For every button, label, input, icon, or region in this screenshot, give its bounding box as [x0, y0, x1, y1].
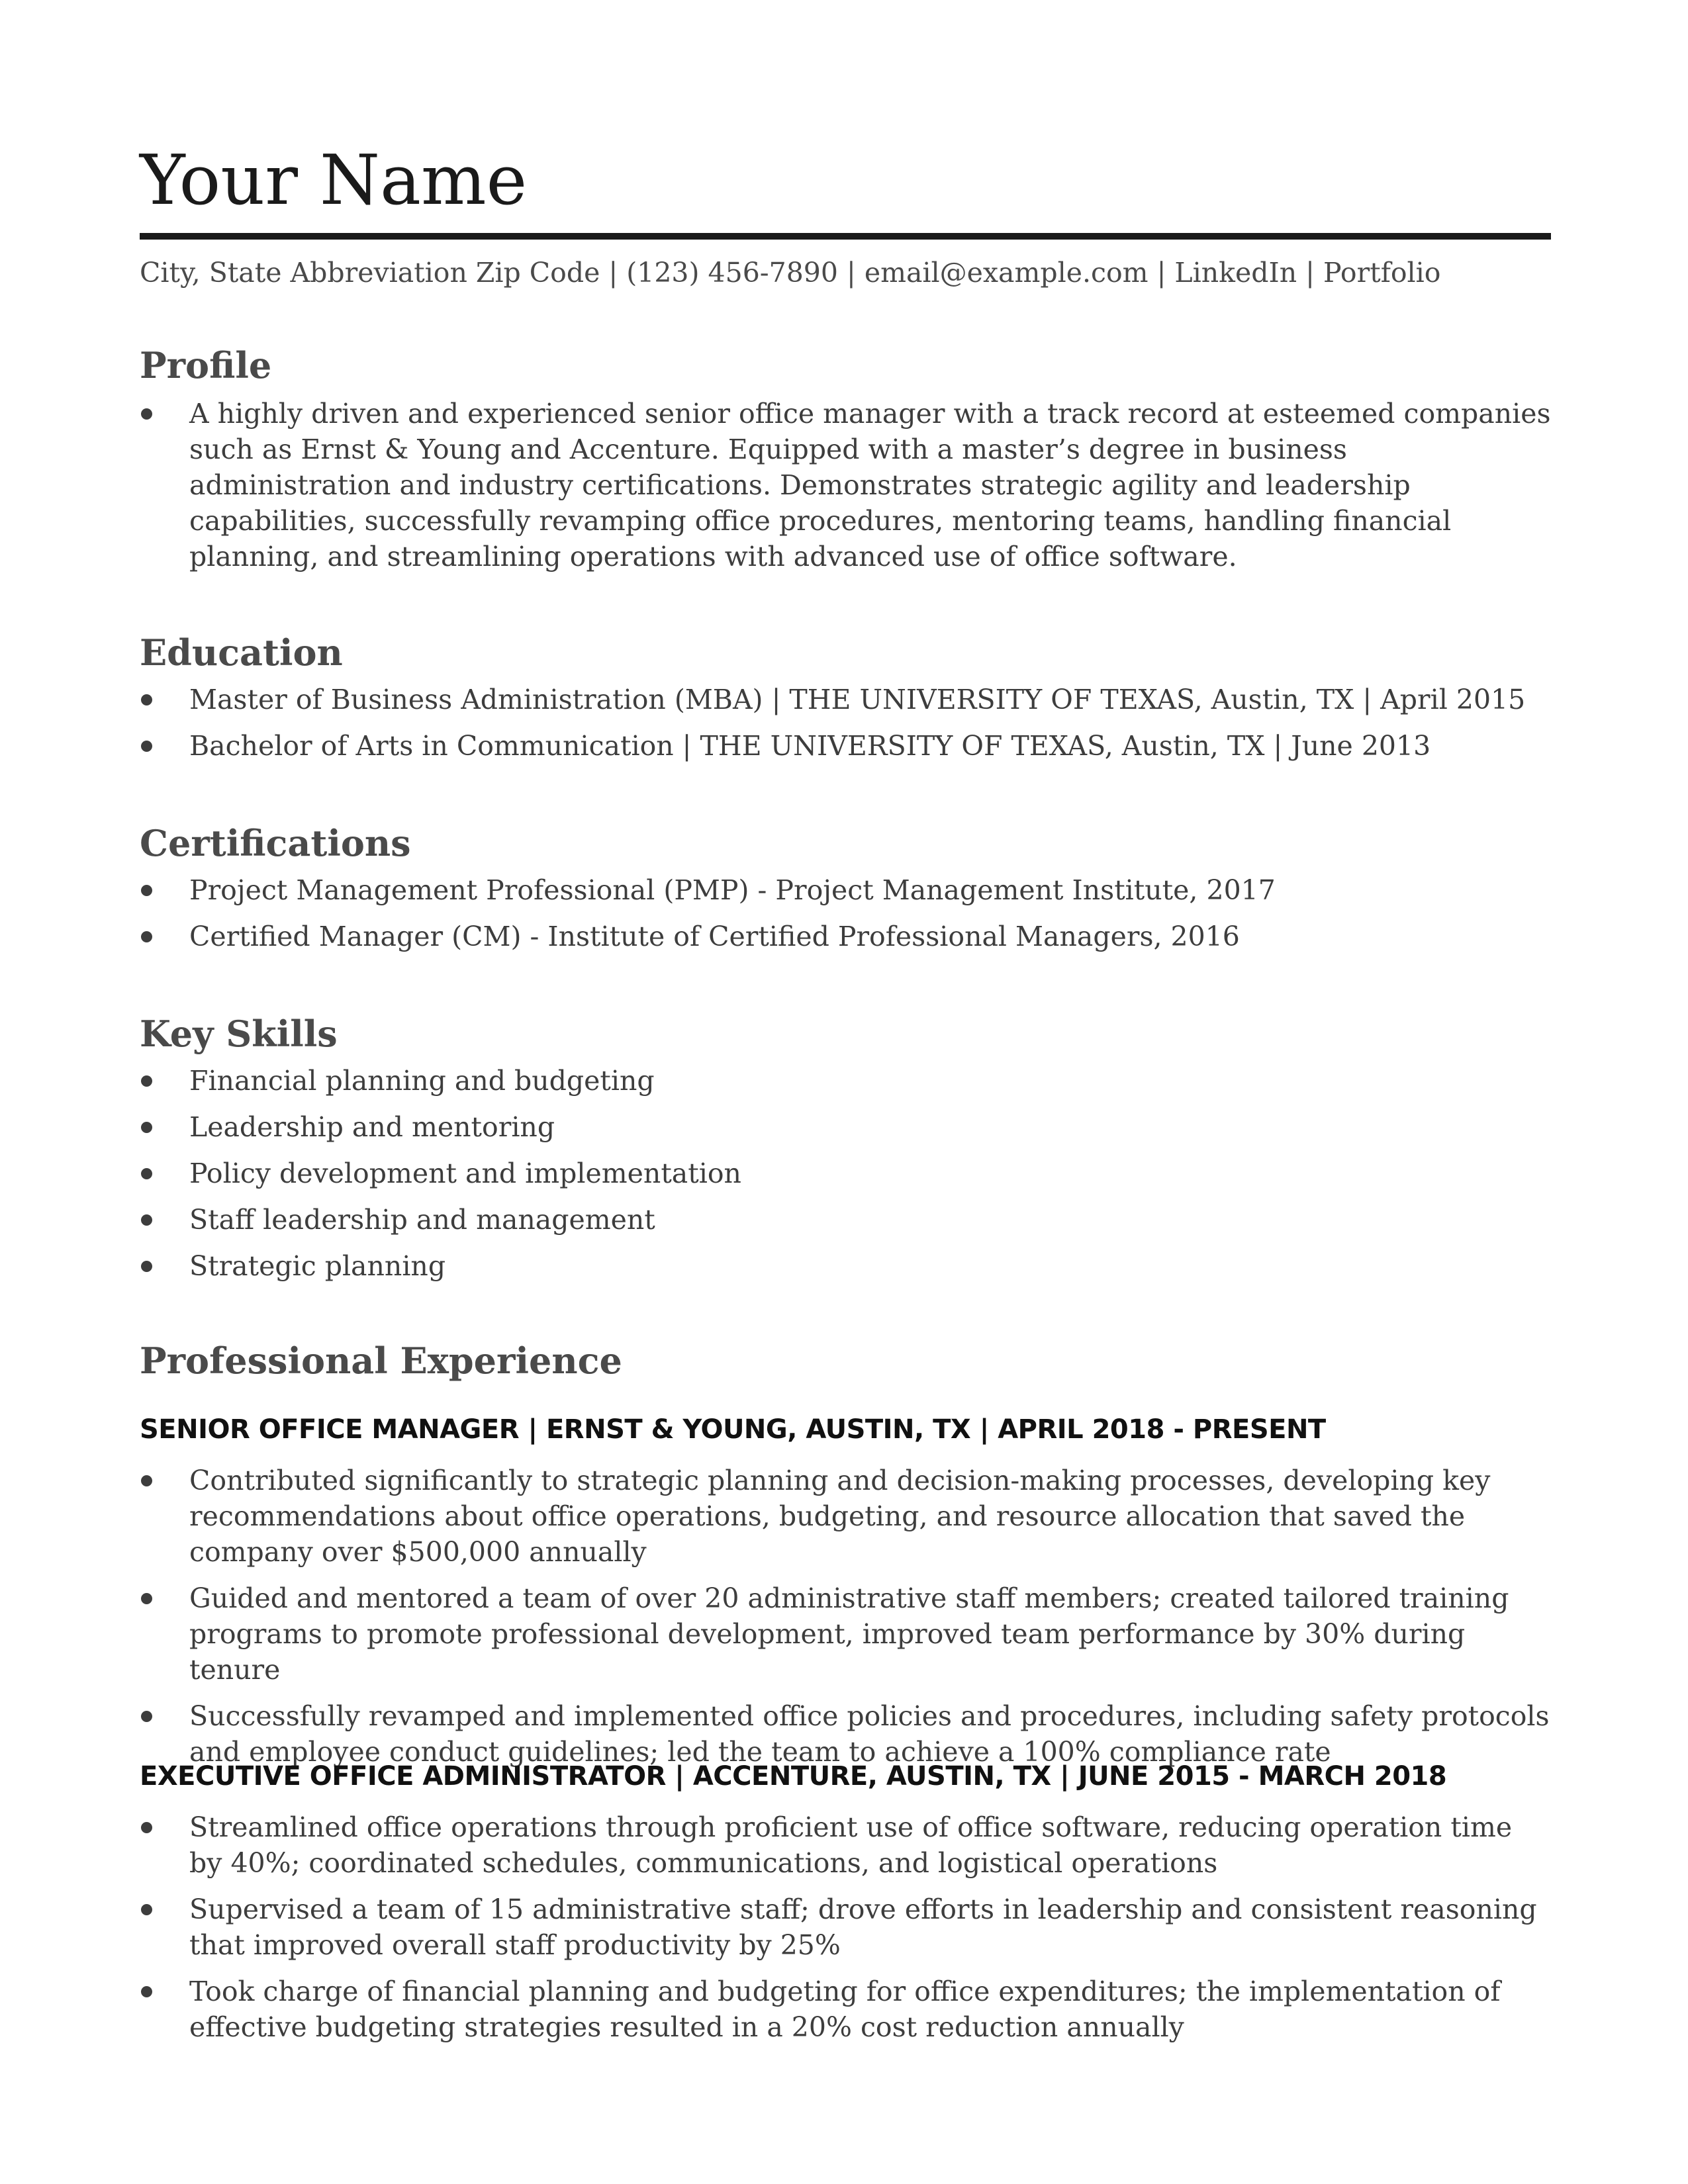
certifications-list — [140, 872, 1551, 965]
job-bullets — [140, 1463, 1551, 1780]
job-achievement: Supervised a team of 15 administrative staff; drove efforts in leadership and consistent reasoning that improved overall staff productivity by 25% — [189, 1893, 1537, 1961]
list-item — [140, 919, 1551, 954]
bullet-icon — [141, 1904, 152, 1915]
list-item — [140, 728, 1551, 764]
list-item — [140, 1809, 1551, 1881]
list-item — [140, 1974, 1551, 2045]
list-item — [140, 1109, 1551, 1145]
list-item — [140, 1463, 1551, 1570]
skills-heading: Key Skills — [140, 1013, 338, 1055]
list-item — [140, 1063, 1551, 1099]
list-item — [140, 396, 1551, 574]
education-entry: Bachelor of Arts in Communication | THE UNIVERSITY OF TEXAS, Austin, TX | June 2013 — [189, 730, 1431, 762]
skill-entry: Policy development and implementation — [189, 1158, 741, 1189]
profile-heading: Profile — [140, 344, 272, 387]
bullet-icon — [141, 1214, 152, 1226]
name-divider — [140, 233, 1551, 240]
education-heading: Education — [140, 631, 343, 674]
contact-line: City, State Abbreviation Zip Code | (123) 456-7890 | email@example.com | LinkedIn | Portfolio — [140, 257, 1441, 289]
skill-entry: Leadership and mentoring — [189, 1111, 555, 1143]
bullet-icon — [141, 1122, 152, 1133]
certification-entry: Project Management Professional (PMP) - Project Management Institute, 2017 — [189, 874, 1276, 906]
bullet-icon — [141, 741, 152, 752]
list-item — [140, 1891, 1551, 1963]
bullet-icon — [141, 1986, 152, 1997]
bullet-icon — [141, 1593, 152, 1604]
skills-list — [140, 1063, 1551, 1295]
list-item — [140, 1202, 1551, 1238]
job-achievement: Streamlined office operations through proficient use of office software, reducing operation time by 40%; coordinated schedules, communications, and logistical operations — [189, 1811, 1513, 1879]
bullet-icon — [141, 1075, 152, 1087]
bullet-icon — [141, 885, 152, 896]
list-item — [140, 682, 1551, 717]
job-bullets — [140, 1809, 1551, 2056]
list-item — [140, 1580, 1551, 1688]
job-achievement: Guided and mentored a team of over 20 administrative staff members; created tailored training programs to promote professional development, improved team performance by 30% during tenure — [189, 1582, 1509, 1686]
skill-entry: Strategic planning — [189, 1250, 446, 1282]
job-heading: EXECUTIVE OFFICE ADMINISTRATOR | ACCENTURE, AUSTIN, TX | JUNE 2015 - MARCH 2018 — [140, 1761, 1447, 1792]
job-achievement: Took charge of financial planning and budgeting for office expenditures; the implementation of effective budgeting strategies resulted in a 20% cost reduction annually — [189, 1976, 1501, 2043]
certification-entry: Certified Manager (CM) - Institute of Certified Professional Managers, 2016 — [189, 921, 1240, 952]
certifications-heading: Certifications — [140, 822, 411, 864]
bullet-icon — [141, 1822, 152, 1833]
education-entry: Master of Business Administration (MBA) | THE UNIVERSITY OF TEXAS, Austin, TX | April 2015 — [189, 684, 1526, 715]
job-heading: SENIOR OFFICE MANAGER | ERNST & YOUNG, AUSTIN, TX | APRIL 2018 - PRESENT — [140, 1414, 1326, 1445]
bullet-icon — [141, 1261, 152, 1272]
job-achievement: Contributed significantly to strategic planning and decision-making processes, developing key recommendations about office operations, budgeting, and resource allocation that saved the company over $500,000 annually — [189, 1465, 1491, 1568]
education-list — [140, 682, 1551, 774]
bullet-icon — [141, 931, 152, 942]
profile-list — [140, 396, 1551, 585]
job-achievement: Successfully revamped and implemented office policies and procedures, including safety protocols and employee conduct guidelines; led the team to achieve a 100% compliance rate — [189, 1700, 1550, 1768]
candidate-name: Your Name — [140, 140, 528, 220]
list-item — [140, 872, 1551, 908]
bullet-icon — [141, 408, 152, 420]
skill-entry: Financial planning and budgeting — [189, 1065, 655, 1097]
profile-summary: A highly driven and experienced senior office manager with a track record at esteemed companies such as Ernst & Young and Accenture. Equipped with a master’s degree in business administration and industry certifications. Demonstrates strategic agility and leadership capabilities, successfully revamping office procedures, mentoring teams, handling financial planning, and streamlining operations with advanced use of office software. — [189, 398, 1551, 572]
bullet-icon — [141, 1711, 152, 1722]
bullet-icon — [141, 1475, 152, 1486]
experience-heading: Professional Experience — [140, 1340, 622, 1382]
bullet-icon — [141, 1168, 152, 1179]
bullet-icon — [141, 694, 152, 705]
skill-entry: Staff leadership and management — [189, 1204, 655, 1236]
list-item — [140, 1156, 1551, 1191]
list-item — [140, 1248, 1551, 1284]
